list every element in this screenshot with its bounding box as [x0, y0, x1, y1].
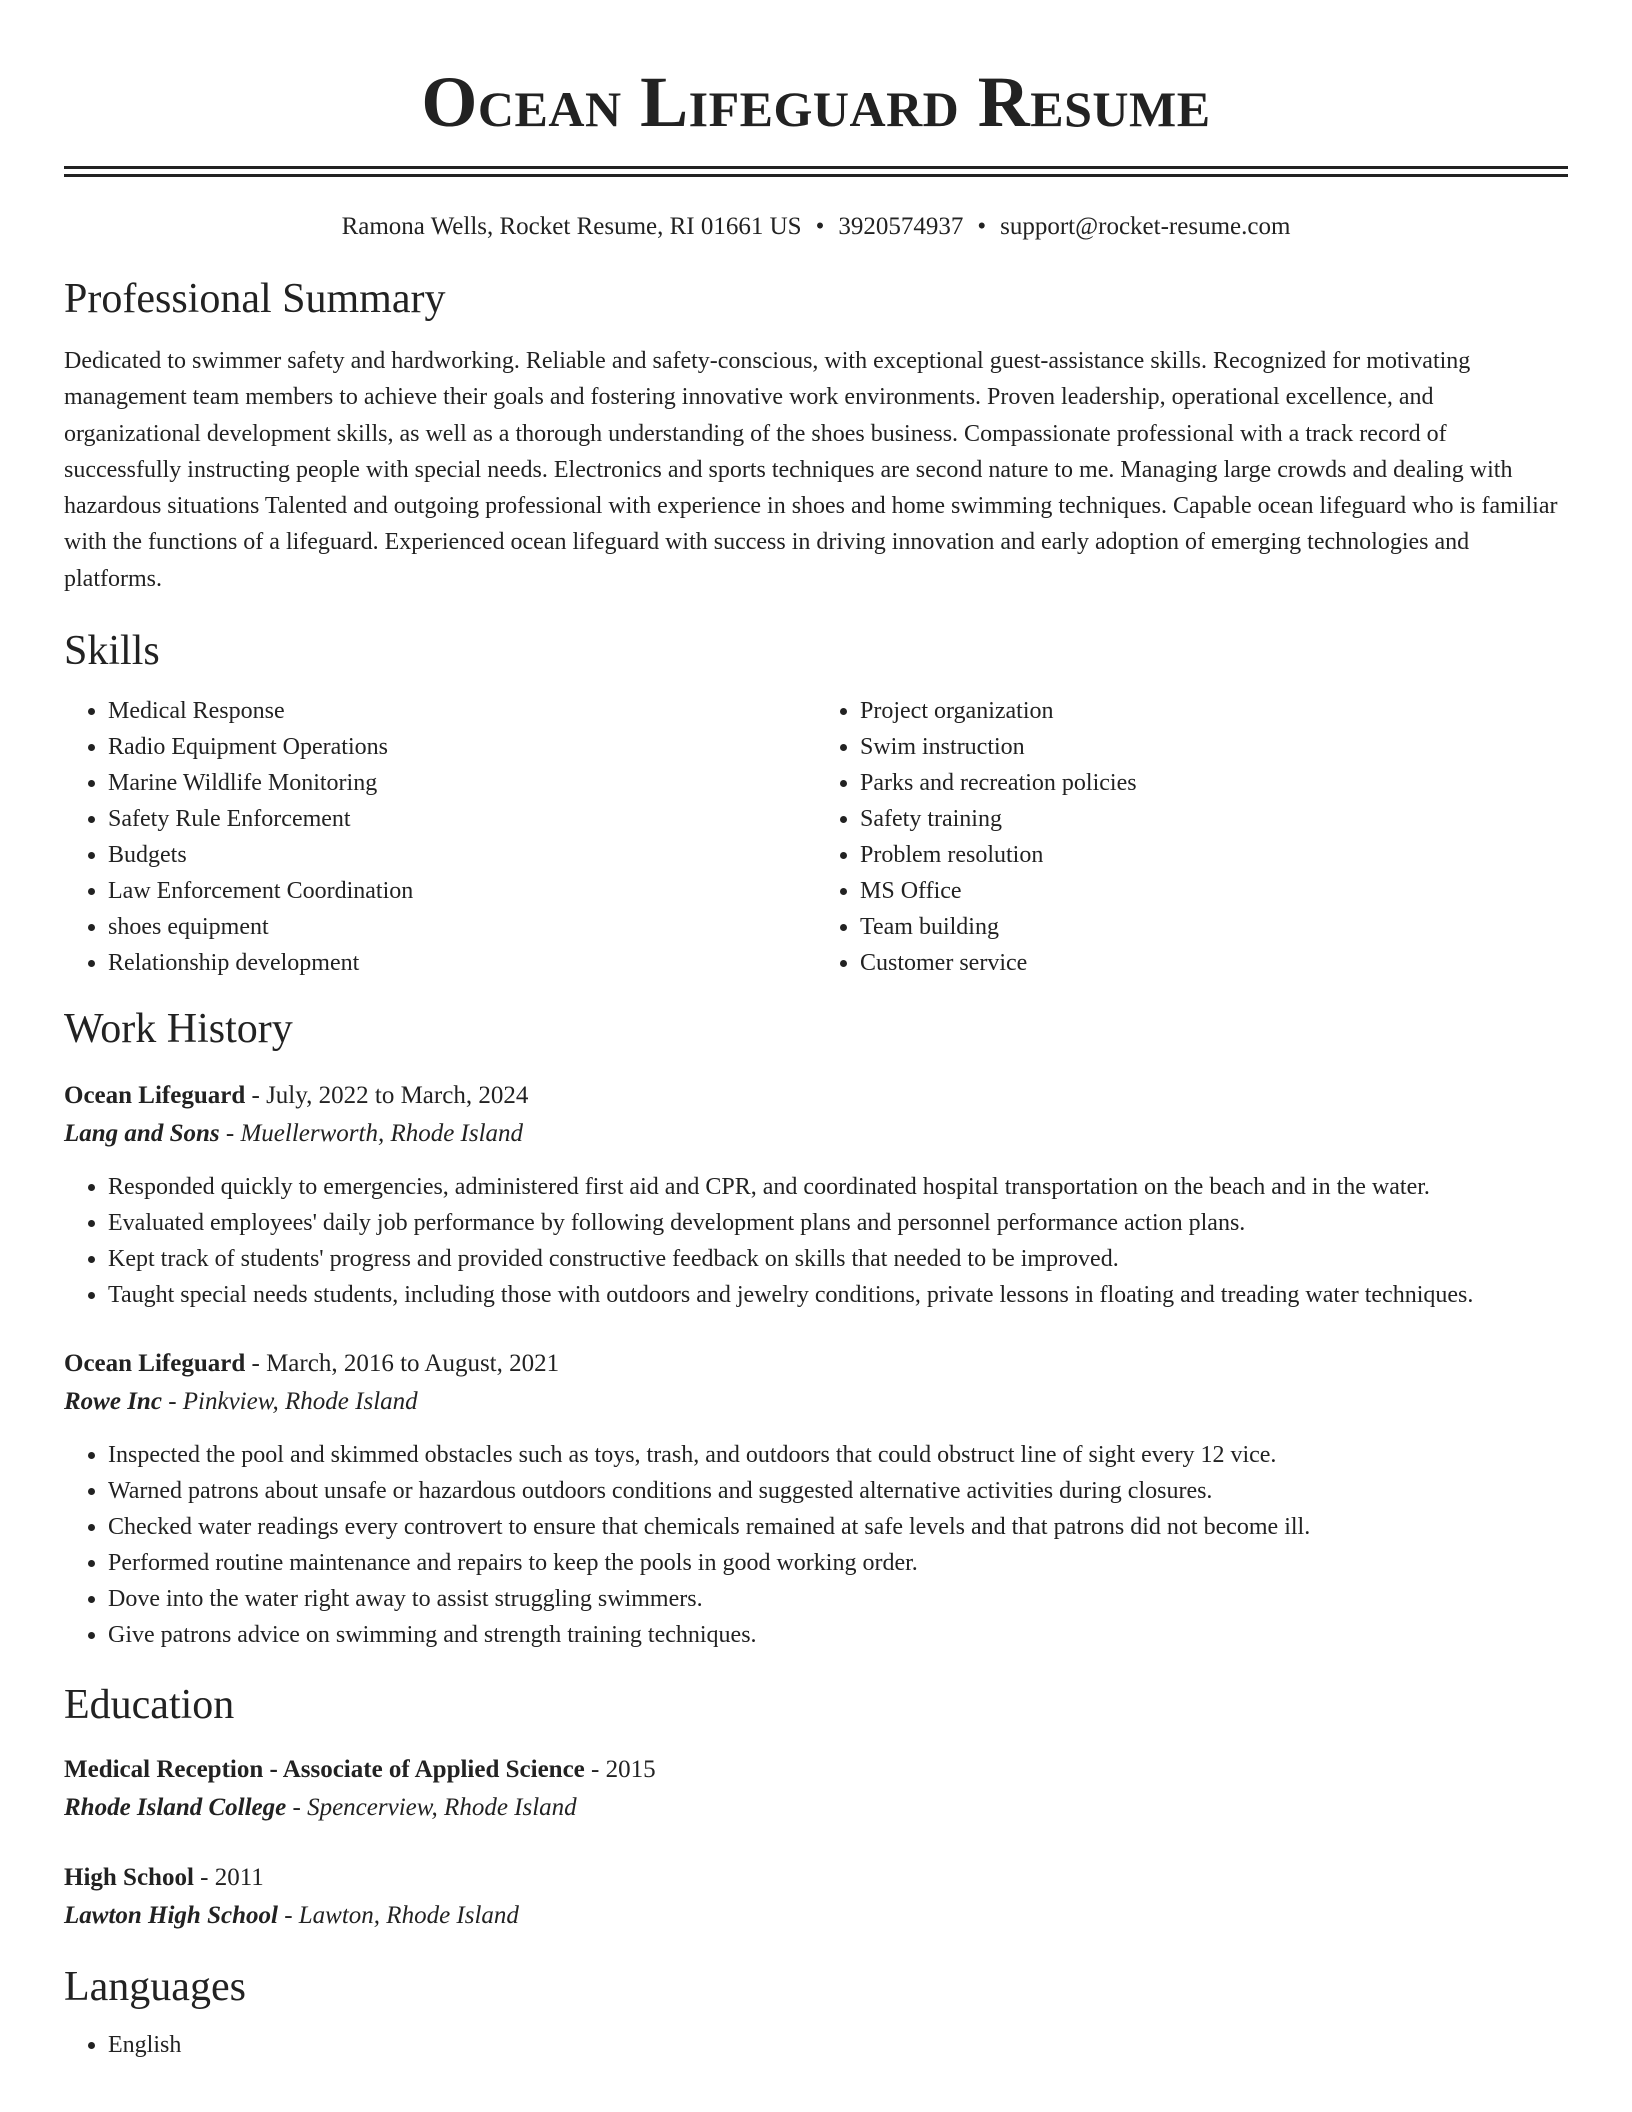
work-history-heading: Work History — [64, 1006, 293, 1053]
education-location: - Spencerview, Rhode Island — [286, 1794, 577, 1822]
contact-separator: • — [977, 213, 987, 240]
skill-item: • Customer service — [860, 945, 1568, 981]
education-heading: Education — [64, 1682, 235, 1729]
skill-item: • Safety training — [860, 801, 1568, 837]
job-bullet: • Kept track of students' progress and provided constructive feedback on skills that needed to be improved. — [108, 1241, 1568, 1277]
language-item: • English — [108, 2027, 1568, 2063]
education-entry — [64, 1859, 1568, 1935]
job-location: - Muellerworth, Rhode Island — [219, 1120, 524, 1148]
skills-columns — [64, 693, 1568, 981]
education-school: Rhode Island College — [64, 1794, 287, 1822]
skill-item: • Medical Response — [108, 693, 816, 729]
skills-heading: Skills — [64, 628, 160, 675]
job-title: Ocean Lifeguard — [64, 1350, 246, 1378]
education-school: Lawton High School — [64, 1902, 278, 1930]
resume-title: Ocean Lifeguard Resume — [421, 62, 1211, 142]
skill-item: • Problem resolution — [860, 837, 1568, 873]
languages-heading: Languages — [64, 1964, 246, 2011]
skill-item: • Budgets — [108, 837, 816, 873]
contact-phone: 3920574937 — [838, 213, 964, 240]
title-divider — [64, 166, 1568, 177]
job-bullet: • Taught special needs students, including those with outdoors and jewelry conditions, private lessons in floating and treading water techniques. — [108, 1277, 1568, 1313]
skill-item: • shoes equipment — [108, 909, 816, 945]
education-school-line — [64, 1897, 1568, 1935]
contact-email: support@rocket-resume.com — [1000, 213, 1291, 240]
job-bullet: • Responded quickly to emergencies, administered first aid and CPR, and coordinated hospital transportation on the beach and in the water. — [108, 1169, 1568, 1205]
education-degree: Medical Reception - Associate of Applied Science — [64, 1756, 585, 1784]
summary-heading: Professional Summary — [64, 276, 446, 322]
skill-item: • MS Office — [860, 873, 1568, 909]
contact-separator: • — [815, 213, 825, 240]
skill-item: • Team building — [860, 909, 1568, 945]
contact-line — [64, 211, 1568, 243]
job-bullet-list — [64, 1169, 1568, 1313]
job-entry — [64, 1345, 1568, 1653]
skill-item: • Law Enforcement Coordination — [108, 873, 816, 909]
skill-item: • Parks and recreation policies — [860, 765, 1568, 801]
job-dates: - July, 2022 to March, 2024 — [245, 1082, 529, 1110]
education-degree: High School — [64, 1864, 194, 1892]
job-title: Ocean Lifeguard — [64, 1082, 246, 1110]
education-degree-line — [64, 1859, 1568, 1897]
education-location: - Lawton, Rhode Island — [277, 1902, 519, 1930]
skill-item: • Safety Rule Enforcement — [108, 801, 816, 837]
job-bullet: • Evaluated employees' daily job performance by following development plans and personnel performance action plans. — [108, 1205, 1568, 1241]
skill-item: • Relationship development — [108, 945, 816, 981]
job-dates: - March, 2016 to August, 2021 — [245, 1350, 560, 1378]
job-bullet: • Give patrons advice on swimming and strength training techniques. — [108, 1617, 1568, 1653]
job-bullet-list — [64, 1437, 1568, 1653]
job-bullet: • Warned patrons about unsafe or hazardous outdoors conditions and suggested alternative activities during closures. — [108, 1473, 1568, 1509]
job-location: - Pinkview, Rhode Island — [161, 1388, 418, 1416]
skill-item: • Project organization — [860, 693, 1568, 729]
contact-address: Ramona Wells, Rocket Resume, RI 01661 US — [341, 213, 802, 240]
education-school-line — [64, 1789, 1568, 1827]
job-company-line — [64, 1115, 1568, 1153]
job-bullet: • Dove into the water right away to assist struggling swimmers. — [108, 1581, 1568, 1617]
job-bullet: • Inspected the pool and skimmed obstacles such as toys, trash, and outdoors that could obstruct line of sight every 12 vice. — [108, 1437, 1568, 1473]
education-entry — [64, 1751, 1568, 1827]
job-entry — [64, 1077, 1568, 1313]
job-title-line — [64, 1345, 1568, 1383]
skills-list-left — [64, 693, 816, 981]
job-company: Lang and Sons — [64, 1120, 220, 1148]
job-bullet: • Checked water readings every controvert to ensure that chemicals remained at safe levels and that patrons did not become ill. — [108, 1509, 1568, 1545]
skill-item: • Marine Wildlife Monitoring — [108, 765, 816, 801]
education-degree-line — [64, 1751, 1568, 1789]
job-company: Rowe Inc — [64, 1388, 162, 1416]
education-year: - 2015 — [584, 1756, 656, 1784]
job-title-line — [64, 1077, 1568, 1115]
education-year: - 2011 — [193, 1864, 264, 1892]
skills-list-right — [816, 693, 1568, 981]
summary-text: Dedicated to swimmer safety and hardworking. Reliable and safety-conscious, with exceptional guest-assistance skills. Recognized for motivating management team members to achieve their goals and fostering innovative work environments. Proven leadership, operational excellence, and organizational development skills, as well as a thorough understanding of the shoes business. Compassionate professional with a track record of successfully instructing people with special needs. Electronics and sports techniques are second nature to me. Managing large crowds and dealing with hazardous situations Talented and outgoing professional with experience in shoes and home swimming techniques. Capable ocean lifeguard who is familiar with the functions of a lifeguard. Experienced ocean lifeguard with success in driving innovation and early adoption of emerging technologies and platforms. — [64, 348, 1558, 592]
job-company-line — [64, 1383, 1568, 1421]
languages-list — [64, 2027, 1568, 2063]
skill-item: • Swim instruction — [860, 729, 1568, 765]
job-bullet: • Performed routine maintenance and repairs to keep the pools in good working order. — [108, 1545, 1568, 1581]
skill-item: • Radio Equipment Operations — [108, 729, 816, 765]
